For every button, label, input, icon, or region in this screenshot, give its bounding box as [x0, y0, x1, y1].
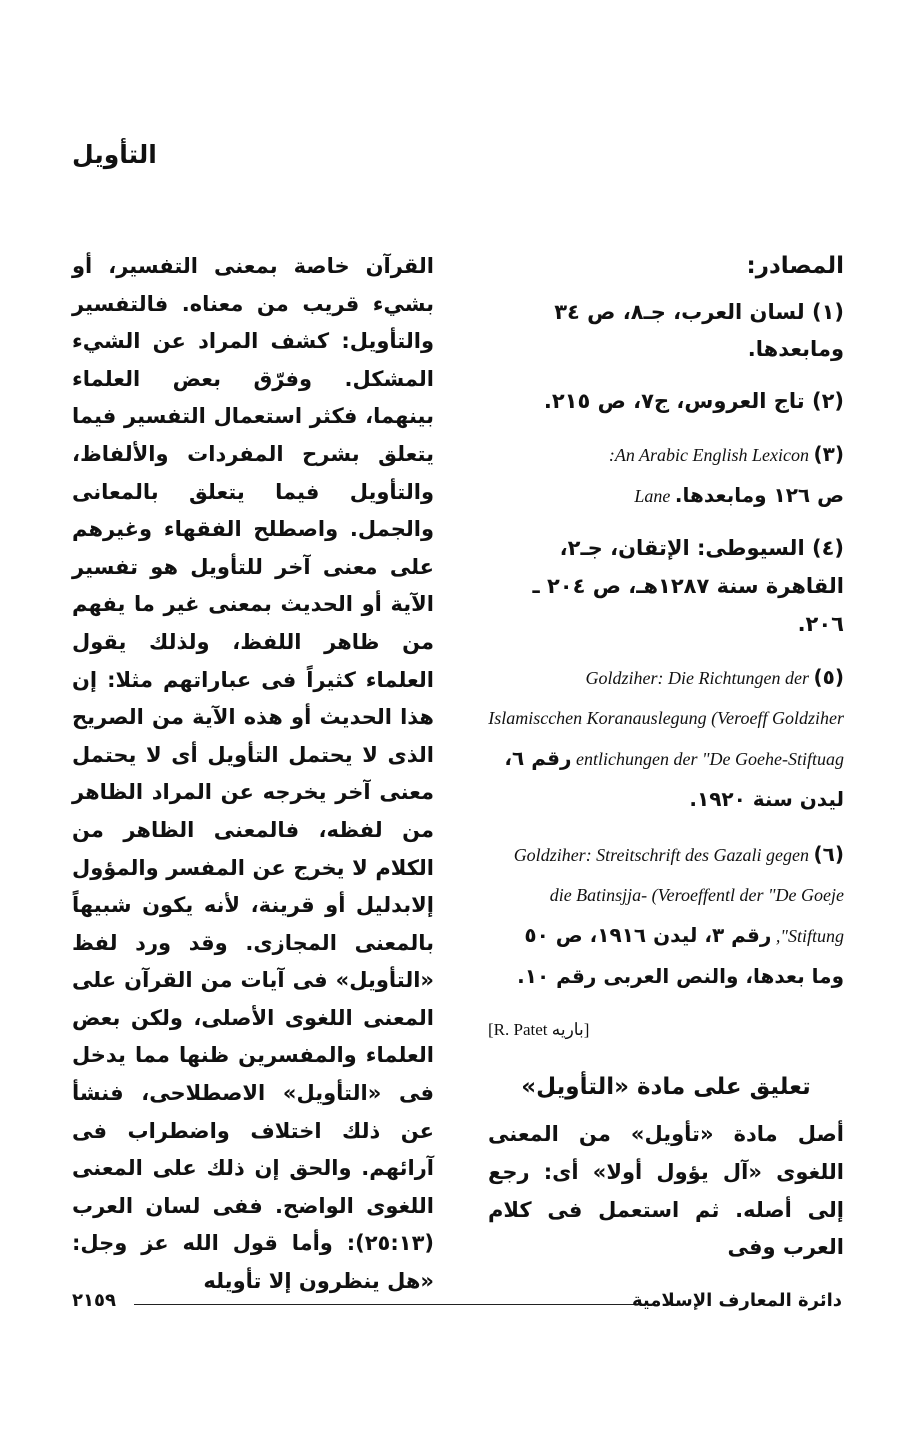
source-text: السيوطى: الإتقان، جـ٢، القاهرة سنة ١٢٨٧هـ، ص ٢٠٤ ـ ٢٠٦. — [532, 536, 844, 636]
body-paragraph: القرآن خاصة بمعنى التفسير، أو بشيء قريب من معناه. فالتفسير والتأويل: كشف المراد عن الشيء المشكل. وفرّق بعض العلماء بينهما، فكثر استعمال التفسير فيما يتعلق بشرح المفردات والألفاظ، والتأويل فيما يتعلق بالمعانى والجمل. واصطلح الفقهاء وغيرهم على معنى آخر للتأويل هو تفسير الآية أو الحديث بمعنى غير ما يفهم من ظاهر اللفظ، ولذلك يقول العلماء كثيراً فى عباراتهم مثلا: إن هذا الحديث أو هذه الآية من الصريح الذى لا يحتمل التأويل أى لا يحتمل معنى آخر يخرجه عن المراد الظاهر من لفظه، فالمعنى الظاهر من الكلام لا يخرج عن المفسر والمؤول إلابدليل أو قرينة، لأنه يكون شبيهاً بالمعنى المجازى. وقد ورد لفظ «التأويل» فى آيات من القرآن على المعنى اللغوى الأصلى، ولكن بعض العلماء والمفسرين ظنها مما يدخل فى «التأويل» الاصطلاحى، فنشأ عن ذلك اختلاف واضطراب فى آرائهم. والحق إن ذلك على المعنى اللغوى الواضح. ففى لسان العرب (٢٥:١٣): وأما قول الله عز وجل: «هل ينظرون إلا تأويله — [72, 254, 434, 1294]
source-item-2 — [488, 383, 844, 421]
source-number: (٢) — [811, 388, 844, 413]
commentary-heading: تعليق على مادة «التأويل» — [521, 1073, 811, 1100]
source-latin: Goldziher: Streitschrift des Gazali gegen die Batinsjja- (Veroeffentl der "De Goeje Stiftung", — [513, 845, 844, 947]
footer-rule — [134, 1304, 642, 1305]
source-number: (٦) — [813, 842, 844, 867]
source-item-4 — [488, 530, 844, 643]
source-number: (٣) — [813, 442, 844, 467]
source-item-1 — [488, 294, 844, 369]
source-text: رقم ٣، ليدن ١٩١٦، ص ٥٠ وما بعدها، والنص العربى رقم ١٠. — [517, 923, 844, 989]
article-author: [R. Patet باريه] — [488, 1020, 590, 1040]
source-text: ص ١٢٦ ومابعدها. — [674, 483, 844, 508]
publication-title: دائرة المعارف الإسلامية — [631, 1290, 842, 1311]
source-latin: An Arabic English Lexicon: — [608, 445, 809, 466]
main-text-column — [72, 248, 434, 1301]
source-text: رقم ٦، ليدن سنة ١٩٢٠. — [504, 746, 844, 812]
source-item-6 — [488, 834, 844, 997]
source-latin: Goldziher: Die Richtungen der Islamiscchen Koranauslegung (Veroeff Goldziher entlichungen der "De Goehe-Stiftuag — [488, 668, 844, 770]
source-number: (١) — [811, 299, 844, 324]
source-text: لسان العرب، جـ٨، ص ٣٤ ومابعدها. — [554, 299, 844, 362]
page-footer — [72, 1290, 842, 1320]
source-item-3 — [488, 434, 844, 516]
sources-column — [488, 248, 844, 1267]
source-number: (٥) — [813, 665, 844, 690]
source-text: تاج العروس، ج٧، ص ٢١٥. — [543, 388, 805, 413]
source-author: Lane — [634, 486, 671, 507]
commentary-paragraph: أصل مادة «تأويل» من المعنى اللغوى «آل يؤول أولا» أى: رجع إلى أصله. ثم استعمل فى كلام العرب وفى — [488, 1122, 844, 1260]
sources-heading: المصادر: — [746, 253, 844, 279]
source-number: (٤) — [811, 536, 844, 561]
source-item-5 — [488, 657, 844, 820]
running-head-title: التأويل — [72, 140, 157, 169]
page-number: ٢١٥٩ — [72, 1290, 116, 1311]
